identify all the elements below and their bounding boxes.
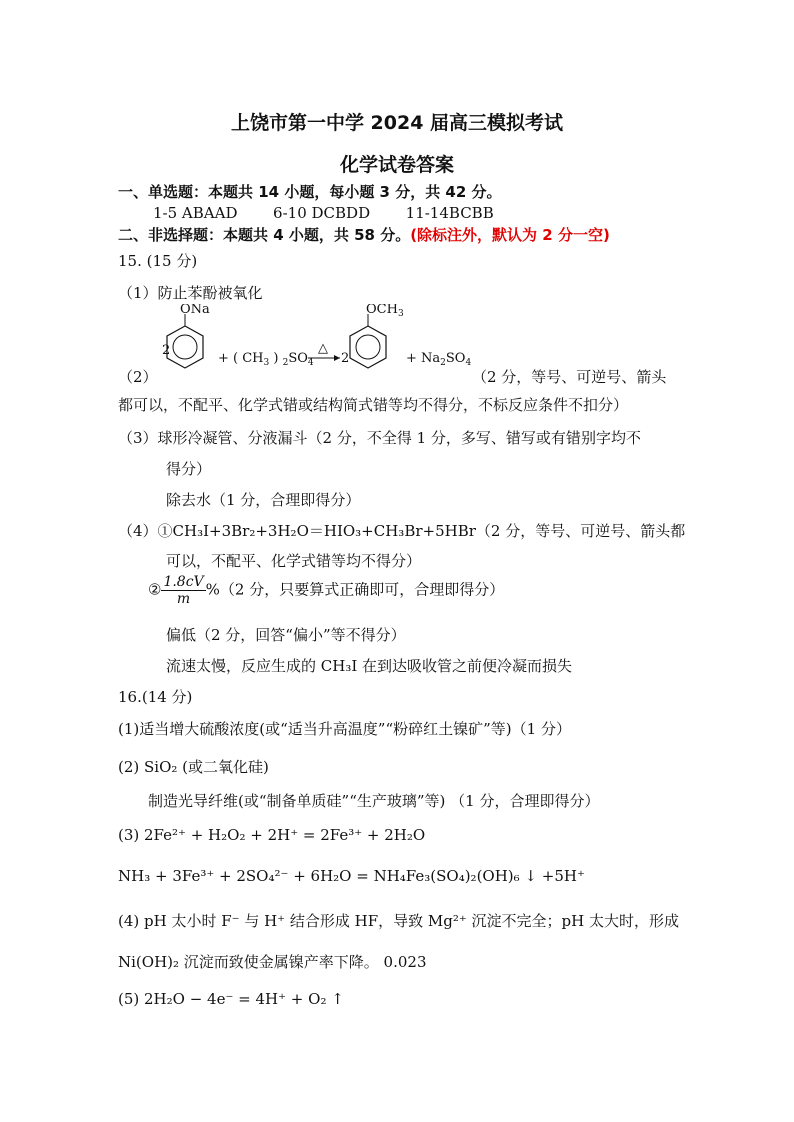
section1-heading: 一、单选题：本题共 14 小题，每小题 3 分，共 42 分。: [118, 183, 502, 201]
fraction-numerator: 1.8cV: [163, 574, 204, 590]
q15-part4-e: 流速太慢，反应生成的 CH₃I 在到达吸收管之前便冷凝而损失: [166, 657, 573, 675]
fraction-denominator: m: [176, 591, 191, 607]
q15-part3-c: 除去水（1 分，合理即得分）: [166, 491, 361, 509]
q15-part4-d: 偏低（2 分，回答“偏小”等不得分）: [166, 626, 406, 644]
exam-title: 上饶市第一中学 2024 届高三模拟考试: [230, 112, 564, 134]
reactant-coefficient: 2: [162, 343, 171, 358]
q16-part2-b: 制造光导纤维(或“制备单质硅”“生产玻璃”等) （1 分，合理即得分）: [148, 792, 600, 810]
formula-fraction: [161, 574, 205, 607]
product-coefficient: 2: [341, 351, 350, 366]
q16-part3-b: NH₃ + 3Fe³⁺ + 2SO₄²⁻ + 6H₂O = NH₄Fe₃(SO₄)₂(OH)₆ ↓ +5H⁺: [118, 867, 585, 885]
aromatic-circle-right: [356, 335, 380, 359]
q15-part4-c-suffix: %（2 分，只要算式正确即可，合理即得分）: [205, 580, 505, 599]
reaction-arrowhead: [334, 355, 340, 361]
benzene-ring-right: [350, 326, 386, 368]
q15-part2-note-a: （2 分，等号、可逆号、箭头: [472, 368, 667, 386]
q16-part3-a: (3) 2Fe²⁺ + H₂O₂ + 2H⁺ = 2Fe³⁺ + 2H₂O: [118, 826, 426, 844]
section2-note: (除标注外，默认为 2 分一空): [410, 226, 610, 244]
section2-heading: [118, 224, 610, 245]
q15-part2-note-b: 都可以，不配平、化学式错或结构简式错等均不得分，不标反应条件不扣分）: [118, 396, 629, 414]
product-substituent: $OCH_3$: [366, 304, 404, 319]
q16-title: 16.(14 分): [118, 688, 193, 706]
q15-part4-c-prefix: ②: [148, 580, 162, 599]
mc-answers-1-5: 1-5 ABAAD: [153, 204, 238, 222]
exam-subtitle: 化学试卷答案: [339, 154, 454, 176]
mc-answers-11-14: 11-14BCBB: [405, 204, 494, 222]
q15-part3-b: 得分）: [166, 460, 212, 478]
q16-part5: (5) 2H₂O − 4e⁻ = 4H⁺ + O₂ ↑: [118, 990, 344, 1008]
q15-part4-a: （4）①CH₃I+3Br₂+3H₂O＝HIO₃+CH₃Br+5HBr（2 分，等号、可逆号、箭头都: [118, 522, 686, 540]
q15-part2-label: （2）: [118, 368, 158, 386]
mc-answers-6-10: 6-10 DCBDD: [273, 204, 371, 222]
q16-part4-b: Ni(OH)₂ 沉淀而致使金属镍产率下降。 0.023: [118, 953, 427, 971]
byproduct-sodium-sulfate: + $Na_2SO_4$: [406, 351, 472, 368]
aromatic-circle-left: [173, 335, 197, 359]
q16-part4-a: (4) pH 太小时 F⁻ 与 H⁺ 结合形成 HF，导致 Mg²⁺ 沉淀不完全；pH 太大时，形成: [118, 912, 680, 930]
reaction-scheme: [118, 304, 478, 388]
q16-part2-a: (2) SiO₂ (或二氧化硅): [118, 758, 269, 776]
q16-part1: (1)适当增大硫酸浓度(或“适当升高温度”“粉碎红土镍矿”等)（1 分）: [118, 720, 571, 738]
reagent-dimethyl-sulfate: + ( $CH_3$ ) $_2SO_4$: [218, 351, 314, 368]
mc-answers: [153, 204, 494, 222]
q15-title: 15. (15 分): [118, 252, 198, 270]
q15-part1: （1）防止苯酚被氧化: [118, 284, 263, 302]
reactant-substituent: ONa: [180, 304, 210, 317]
benzene-ring-left: [167, 326, 203, 368]
section2-heading-text: 二、非选择题：本题共 4 小题，共 58 分。: [118, 226, 411, 244]
heat-condition: △: [318, 341, 328, 356]
q15-part3-a: （3）球形冷凝管、分液漏斗（2 分，不全得 1 分，多写、错写或有错别字均不: [118, 429, 641, 447]
q15-part4-c: [148, 574, 504, 607]
q15-part4-b: 可以，不配平、化学式错等均不得分）: [166, 552, 422, 570]
